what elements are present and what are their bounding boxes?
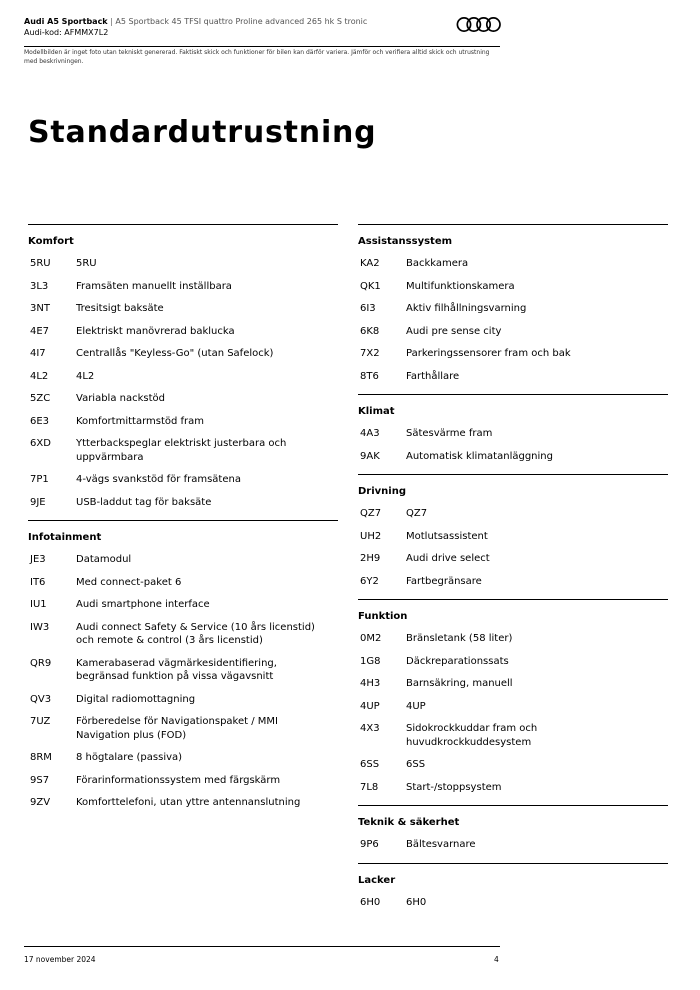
equipment-description: Komfortmittarmstöd fram <box>76 415 205 427</box>
equipment-code: 4H3 <box>360 678 381 689</box>
disclaimer-text: Modellbilden är inget foto utan tekniskt genererad. Faktiskt skick och funktioner för bilen kan därför variera. Jämför och verifiera alltid skick och utrustning med beskrivningen. <box>24 49 490 65</box>
equipment-code: 7P1 <box>30 474 49 485</box>
equipment-code: 6H0 <box>360 896 381 908</box>
section-komfort <box>28 224 338 520</box>
equipment-code: IU1 <box>30 599 47 610</box>
equipment-description: Motlutsassistent <box>406 530 488 542</box>
equipment-code: 9AK <box>360 450 380 462</box>
section-title: Infotainment <box>28 532 102 543</box>
equipment-item <box>358 777 668 800</box>
equipment-description: Förarinformationssystem med färgskärm <box>76 774 281 786</box>
right-column <box>358 224 668 920</box>
equipment-item <box>358 253 668 276</box>
equipment-code: 8RM <box>30 752 52 763</box>
equipment-item <box>358 696 668 719</box>
equipment-code: 6K8 <box>360 325 380 337</box>
equipment-description: Backkamera <box>406 258 469 269</box>
equipment-code: QV3 <box>30 693 52 705</box>
section-title: Klimat <box>358 406 395 417</box>
equipment-description: 4-vägs svankstöd för framsätena <box>76 474 241 485</box>
equipment-code: 7UZ <box>30 716 51 727</box>
equipment-code: IT6 <box>30 576 46 588</box>
section-title: Funktion <box>358 611 408 622</box>
section-title: Teknik & säkerhet <box>358 817 460 828</box>
equipment-description: Ytterbackspeglar elektriskt justerbara och uppvärmbara <box>76 438 287 463</box>
equipment-description: Sidokrockkuddar fram och huvudkrockkuddesystem <box>406 723 538 748</box>
equipment-item <box>358 834 668 857</box>
equipment-code: QR9 <box>30 657 52 669</box>
equipment-item <box>28 469 338 492</box>
equipment-description: 4L2 <box>76 370 95 382</box>
equipment-code: 6SS <box>360 759 380 770</box>
equipment-description: Audi smartphone interface <box>76 599 210 610</box>
equipment-description: Start-/stoppsystem <box>406 781 502 793</box>
equipment-item <box>28 253 338 276</box>
equipment-item <box>28 572 338 595</box>
page-title: Standardutrustning <box>28 115 377 150</box>
equipment-description: Sätesvärme fram <box>406 428 493 439</box>
equipment-code: KA2 <box>360 258 380 269</box>
equipment-code: 6Y2 <box>360 575 379 587</box>
equipment-code: 3NT <box>30 303 50 314</box>
model-name: Audi A5 Sportback <box>24 17 108 26</box>
equipment-code: 4L2 <box>30 370 49 382</box>
equipment-code: 6E3 <box>30 415 50 427</box>
section-assistanssystem <box>358 224 668 394</box>
equipment-item <box>28 298 338 321</box>
equipment-code: QK1 <box>360 280 381 292</box>
equipment-code: 8T6 <box>360 370 379 382</box>
equipment-code: 9P6 <box>360 839 379 850</box>
equipment-code: 4E7 <box>30 325 50 337</box>
equipment-description: Datamodul <box>76 554 132 565</box>
equipment-code: 2H9 <box>360 553 381 564</box>
equipment-description: Audi pre sense city <box>406 325 502 337</box>
equipment-description: Variabla nackstöd <box>76 393 165 404</box>
section-drivning <box>358 474 668 599</box>
section-teknik-och-säkerhet <box>358 805 668 863</box>
equipment-item <box>28 770 338 793</box>
equipment-description: Barnsäkring, manuell <box>406 678 513 689</box>
equipment-code: QZ7 <box>360 508 382 519</box>
equipment-item <box>28 492 338 515</box>
section-title: Assistanssystem <box>358 236 453 247</box>
equipment-description: Elektriskt manövrerad baklucka <box>76 325 235 337</box>
model-line <box>24 16 500 27</box>
equipment-item <box>358 571 668 594</box>
equipment-description: USB-laddut tag för baksäte <box>76 496 212 508</box>
equipment-description: 6SS <box>406 759 426 770</box>
equipment-description: Centrallås "Keyless-Go" (utan Safelock) <box>76 348 274 359</box>
equipment-item <box>28 343 338 366</box>
equipment-description: 4UP <box>406 700 426 712</box>
equipment-item <box>358 628 668 651</box>
equipment-description: Kamerabaserad vägmärkesidentifiering, begränsad funktion på vissa vägavsnitt <box>76 657 277 682</box>
page-number: 4 <box>494 955 499 964</box>
section-funktion <box>358 599 668 805</box>
equipment-code: 9JE <box>30 496 46 508</box>
equipment-item <box>28 388 338 411</box>
equipment-description: Parkeringssensorer fram och bak <box>406 348 571 359</box>
equipment-code: 6XD <box>30 438 51 449</box>
equipment-item <box>28 433 338 469</box>
equipment-description: Audi drive select <box>406 553 490 564</box>
footer-divider <box>24 946 500 947</box>
equipment-code: 4A3 <box>360 428 380 439</box>
equipment-description: Förberedelse för Navigationspaket / MMI Navigation plus (FOD) <box>76 716 278 741</box>
equipment-code: 5ZC <box>30 393 51 404</box>
footer-date: 17 november 2024 <box>24 955 96 964</box>
equipment-description: Farthållare <box>406 370 460 382</box>
equipment-item <box>358 548 668 571</box>
equipment-item <box>28 689 338 712</box>
header-divider <box>24 46 500 47</box>
section-klimat <box>358 394 668 474</box>
equipment-description: Automatisk klimatanläggning <box>406 450 553 462</box>
audi-rings-icon <box>456 16 502 33</box>
equipment-description: QZ7 <box>406 508 428 519</box>
equipment-description: 6H0 <box>406 896 427 908</box>
equipment-code: IW3 <box>30 621 50 633</box>
equipment-item <box>28 617 338 653</box>
document-header <box>24 16 500 38</box>
equipment-code: 6I3 <box>360 303 376 314</box>
equipment-item <box>28 792 338 815</box>
section-infotainment <box>28 520 338 821</box>
equipment-code: 4I7 <box>30 348 46 359</box>
equipment-item <box>358 673 668 696</box>
section-lacker <box>358 863 668 921</box>
equipment-item <box>358 892 668 915</box>
header-separator: | <box>110 17 113 26</box>
equipment-item <box>28 549 338 572</box>
equipment-code: 0M2 <box>360 633 382 644</box>
equipment-description: Multifunktionskamera <box>406 280 515 292</box>
equipment-item <box>358 718 668 754</box>
section-title: Drivning <box>358 486 407 497</box>
left-column <box>28 224 338 821</box>
section-title: Komfort <box>28 236 74 247</box>
equipment-item <box>28 747 338 770</box>
equipment-code: 5RU <box>30 258 51 269</box>
equipment-item <box>358 503 668 526</box>
equipment-item <box>28 366 338 389</box>
equipment-item <box>358 366 668 389</box>
equipment-item <box>28 653 338 689</box>
equipment-code: 4X3 <box>360 723 380 734</box>
model-variant: A5 Sportback 45 TFSI quattro Proline advanced 265 hk S tronic <box>115 17 368 26</box>
equipment-description: Med connect-paket 6 <box>76 576 182 588</box>
equipment-code: UH2 <box>360 530 382 542</box>
equipment-description: Framsäten manuellt inställbara <box>76 280 232 292</box>
equipment-description: Komforttelefoni, utan yttre antennanslutning <box>76 797 301 808</box>
equipment-item <box>358 298 668 321</box>
audi-code: Audi-kod: AFMMX7L2 <box>24 28 109 37</box>
equipment-description: Tresitsigt baksäte <box>76 303 164 314</box>
equipment-code: 9S7 <box>30 774 50 786</box>
equipment-item <box>358 423 668 446</box>
equipment-description: Fartbegränsare <box>406 575 482 587</box>
equipment-description: 5RU <box>76 258 97 269</box>
equipment-code: JE3 <box>30 554 46 565</box>
equipment-description: Däckreparationssats <box>406 655 509 667</box>
equipment-item <box>358 754 668 777</box>
equipment-item <box>28 276 338 299</box>
equipment-code: 1G8 <box>360 655 381 667</box>
equipment-item <box>28 711 338 747</box>
equipment-description: 8 högtalare (passiva) <box>76 752 183 763</box>
equipment-code: 3L3 <box>30 280 49 292</box>
equipment-item <box>28 321 338 344</box>
equipment-item <box>358 526 668 549</box>
equipment-description: Bältesvarnare <box>406 839 476 850</box>
equipment-description: Audi connect Safety & Service (10 års licenstid) och remote & control (3 års licenstid) <box>76 621 315 646</box>
equipment-item <box>358 343 668 366</box>
equipment-code: 9ZV <box>30 797 51 808</box>
equipment-code: 7L8 <box>360 781 379 793</box>
equipment-item <box>358 321 668 344</box>
equipment-item <box>358 276 668 299</box>
equipment-item <box>358 651 668 674</box>
section-title: Lacker <box>358 874 396 886</box>
equipment-item <box>28 411 338 434</box>
equipment-item <box>358 446 668 469</box>
equipment-description: Aktiv filhållningsvarning <box>406 303 527 314</box>
equipment-code: 4UP <box>360 700 380 712</box>
equipment-code: 7X2 <box>360 348 380 359</box>
equipment-description: Digital radiomottagning <box>76 693 196 705</box>
equipment-description: Bränsletank (58 liter) <box>406 633 513 644</box>
equipment-item <box>28 594 338 617</box>
